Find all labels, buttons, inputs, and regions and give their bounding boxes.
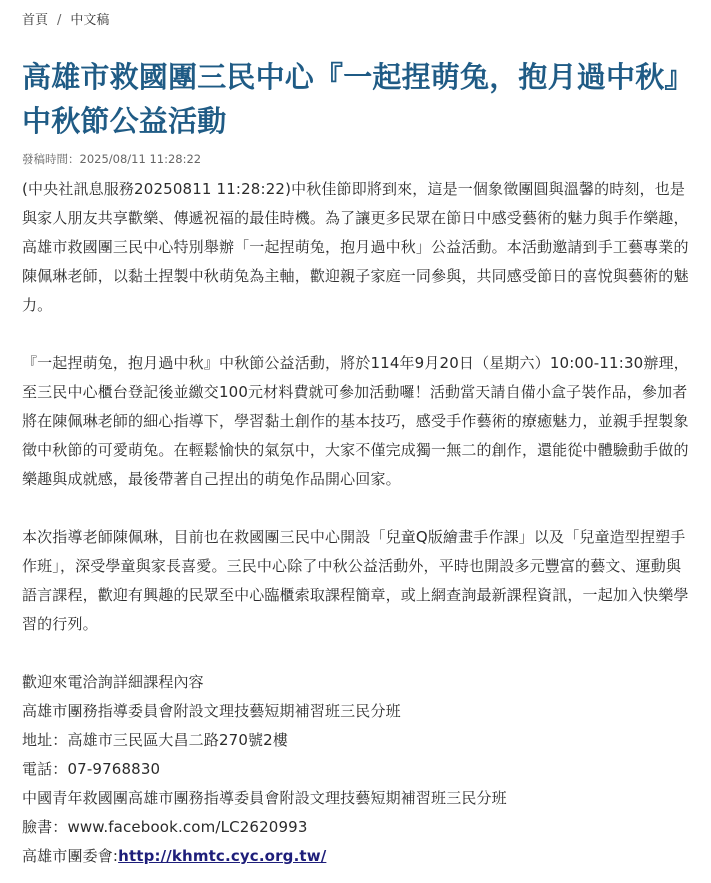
article-paragraph: 本次指導老師陳佩琳，目前也在救國團三民中心開設「兒童Q版繪畫手作課」以及「兒童造型捏塑手作班」，深受學童與家長喜愛。三民中心除了中秋公益活動外，平時也開設多元豐富的藝文、運動與語言課程，歡迎有興趣的民眾至中心臨櫃索取課程簡章，或上網查詢最新課程資訊，一起加入快樂學習的行列。 (22, 528, 689, 633)
article-body (22, 175, 694, 871)
contact-org-full: 中國青年救國團高雄市團務指導委員會附設文理技藝短期補習班三民分班 (22, 789, 507, 807)
contact-phone: 電話：07-9768830 (22, 760, 161, 778)
breadcrumb-home-link[interactable]: 首頁 (22, 13, 49, 28)
breadcrumb-current-link[interactable]: 中文稿 (70, 13, 110, 28)
contact-website (22, 842, 694, 871)
breadcrumb-separator: / (57, 13, 62, 28)
website-link[interactable]: http://khmtc.cyc.org.tw/ (118, 847, 327, 865)
contact-facebook: 臉書：www.facebook.com/LC2620993 (22, 818, 308, 836)
contact-website-label: 高雄市團委會: (22, 847, 119, 865)
publish-time-label: 發稿時間： (22, 152, 80, 166)
article-paragraph: (中央社訊息服務20250811 11:28:22)中秋佳節即將到來，這是一個象徵團圓與溫馨的時刻，也是與家人朋友共享歡樂、傳遞祝福的最佳時機。為了讓更多民眾在節日中感受藝術的魅力與手作樂趣，高雄市救國團三民中心特別舉辦「一起捏萌兔，抱月過中秋」公益活動。本活動邀請到手工藝專業的陳佩琳老師，以黏土捏製中秋萌兔為主軸，歡迎親子家庭一同參與，共同感受節日的喜悅與藝術的魅力。 (22, 180, 689, 314)
contact-info (22, 668, 694, 871)
contact-intro: 歡迎來電洽詢詳細課程內容 (22, 673, 204, 691)
contact-org: 高雄市團務指導委員會附設文理技藝短期補習班三民分班 (22, 702, 401, 720)
publish-time (22, 151, 201, 167)
paragraph-spacer (22, 639, 694, 668)
paragraph-spacer (22, 494, 694, 523)
paragraph-spacer (22, 320, 694, 349)
article-title: 高雄市救國團三民中心『一起捏萌兔，抱月過中秋』中秋節公益活動 (22, 60, 680, 138)
publish-time-value: 2025/08/11 11:28:22 (79, 152, 202, 166)
article-paragraph: 『一起捏萌兔，抱月過中秋』中秋節公益活動，將於114年9月20日（星期六）10:00-11:30辦理，至三民中心櫃台登記後並繳交100元材料費就可參加活動囉！活動當天請自備小盒子裝作品，參加者將在陳佩琳老師的細心指導下，學習黏土創作的基本技巧，感受手作藝術的療癒魅力，並親手捏製象徵中秋節的可愛萌兔。在輕鬆愉快的氣氛中，大家不僅完成獨一無二的創作，還能從中體驗動手做的樂趣與成就感，最後帶著自己捏出的萌兔作品開心回家。 (22, 354, 689, 488)
breadcrumb (22, 11, 109, 31)
contact-address: 地址：高雄市三民區大昌二路270號2樓 (22, 731, 289, 749)
